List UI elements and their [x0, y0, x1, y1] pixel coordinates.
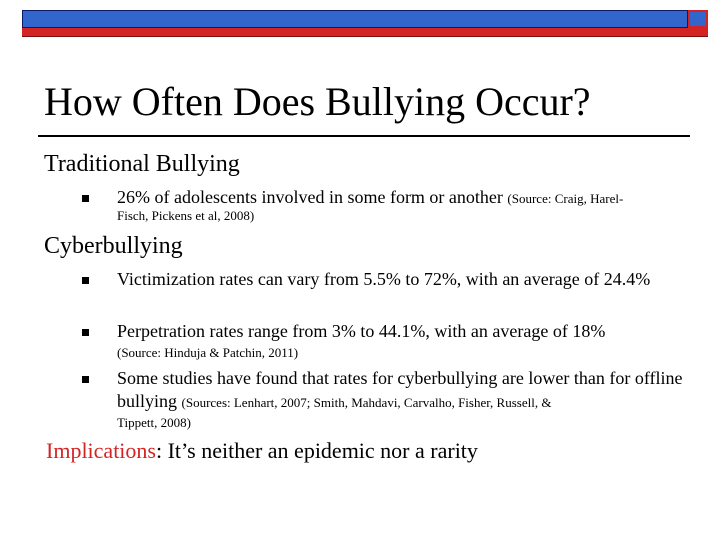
bullet-text: Some studies have found that rates for cyberbullying are lower than for offline bullying	[117, 368, 683, 411]
bullet-perpetration-rates: Perpetration rates range from 3% to 44.1%, with an average of 18%	[117, 321, 606, 341]
section-heading-cyberbullying: Cyberbullying	[44, 233, 183, 259]
section-heading-traditional: Traditional Bullying	[44, 151, 240, 177]
implications-text: : It’s neither an epidemic nor a rarity	[155, 438, 478, 463]
bullet-source-continued: Tippett, 2008)	[117, 415, 191, 430]
bullet-source: (Sources: Lenhart, 2007; Smith, Mahdavi, Carvalho, Fisher, Russell, &	[181, 395, 552, 410]
implications-line	[46, 438, 478, 464]
header-bar-red	[22, 28, 708, 37]
slide-title: How Often Does Bullying Occur?	[44, 79, 591, 124]
bullet-source-continued: Fisch, Pickens et al, 2008)	[117, 208, 255, 223]
square-bullet-icon	[82, 376, 89, 383]
bullet-source: (Source: Craig, Harel-	[507, 191, 624, 206]
bullet-traditional-rate	[117, 186, 697, 210]
bullet-source: (Source: Hinduja & Patchin, 2011)	[117, 345, 299, 360]
title-divider	[38, 135, 690, 137]
header-bar-blue	[22, 10, 688, 28]
implications-label: Implications	[46, 438, 156, 463]
bullet-lower-rates	[117, 367, 707, 414]
bullet-victimization-rates: Victimization rates can vary from 5.5% to 72%, with an average of 24.4%	[117, 269, 651, 289]
bullet-text: 26% of adolescents involved in some form or another	[117, 187, 503, 207]
square-bullet-icon	[82, 329, 89, 336]
header-square-red-outline	[688, 10, 708, 28]
square-bullet-icon	[82, 195, 89, 202]
square-bullet-icon	[82, 277, 89, 284]
